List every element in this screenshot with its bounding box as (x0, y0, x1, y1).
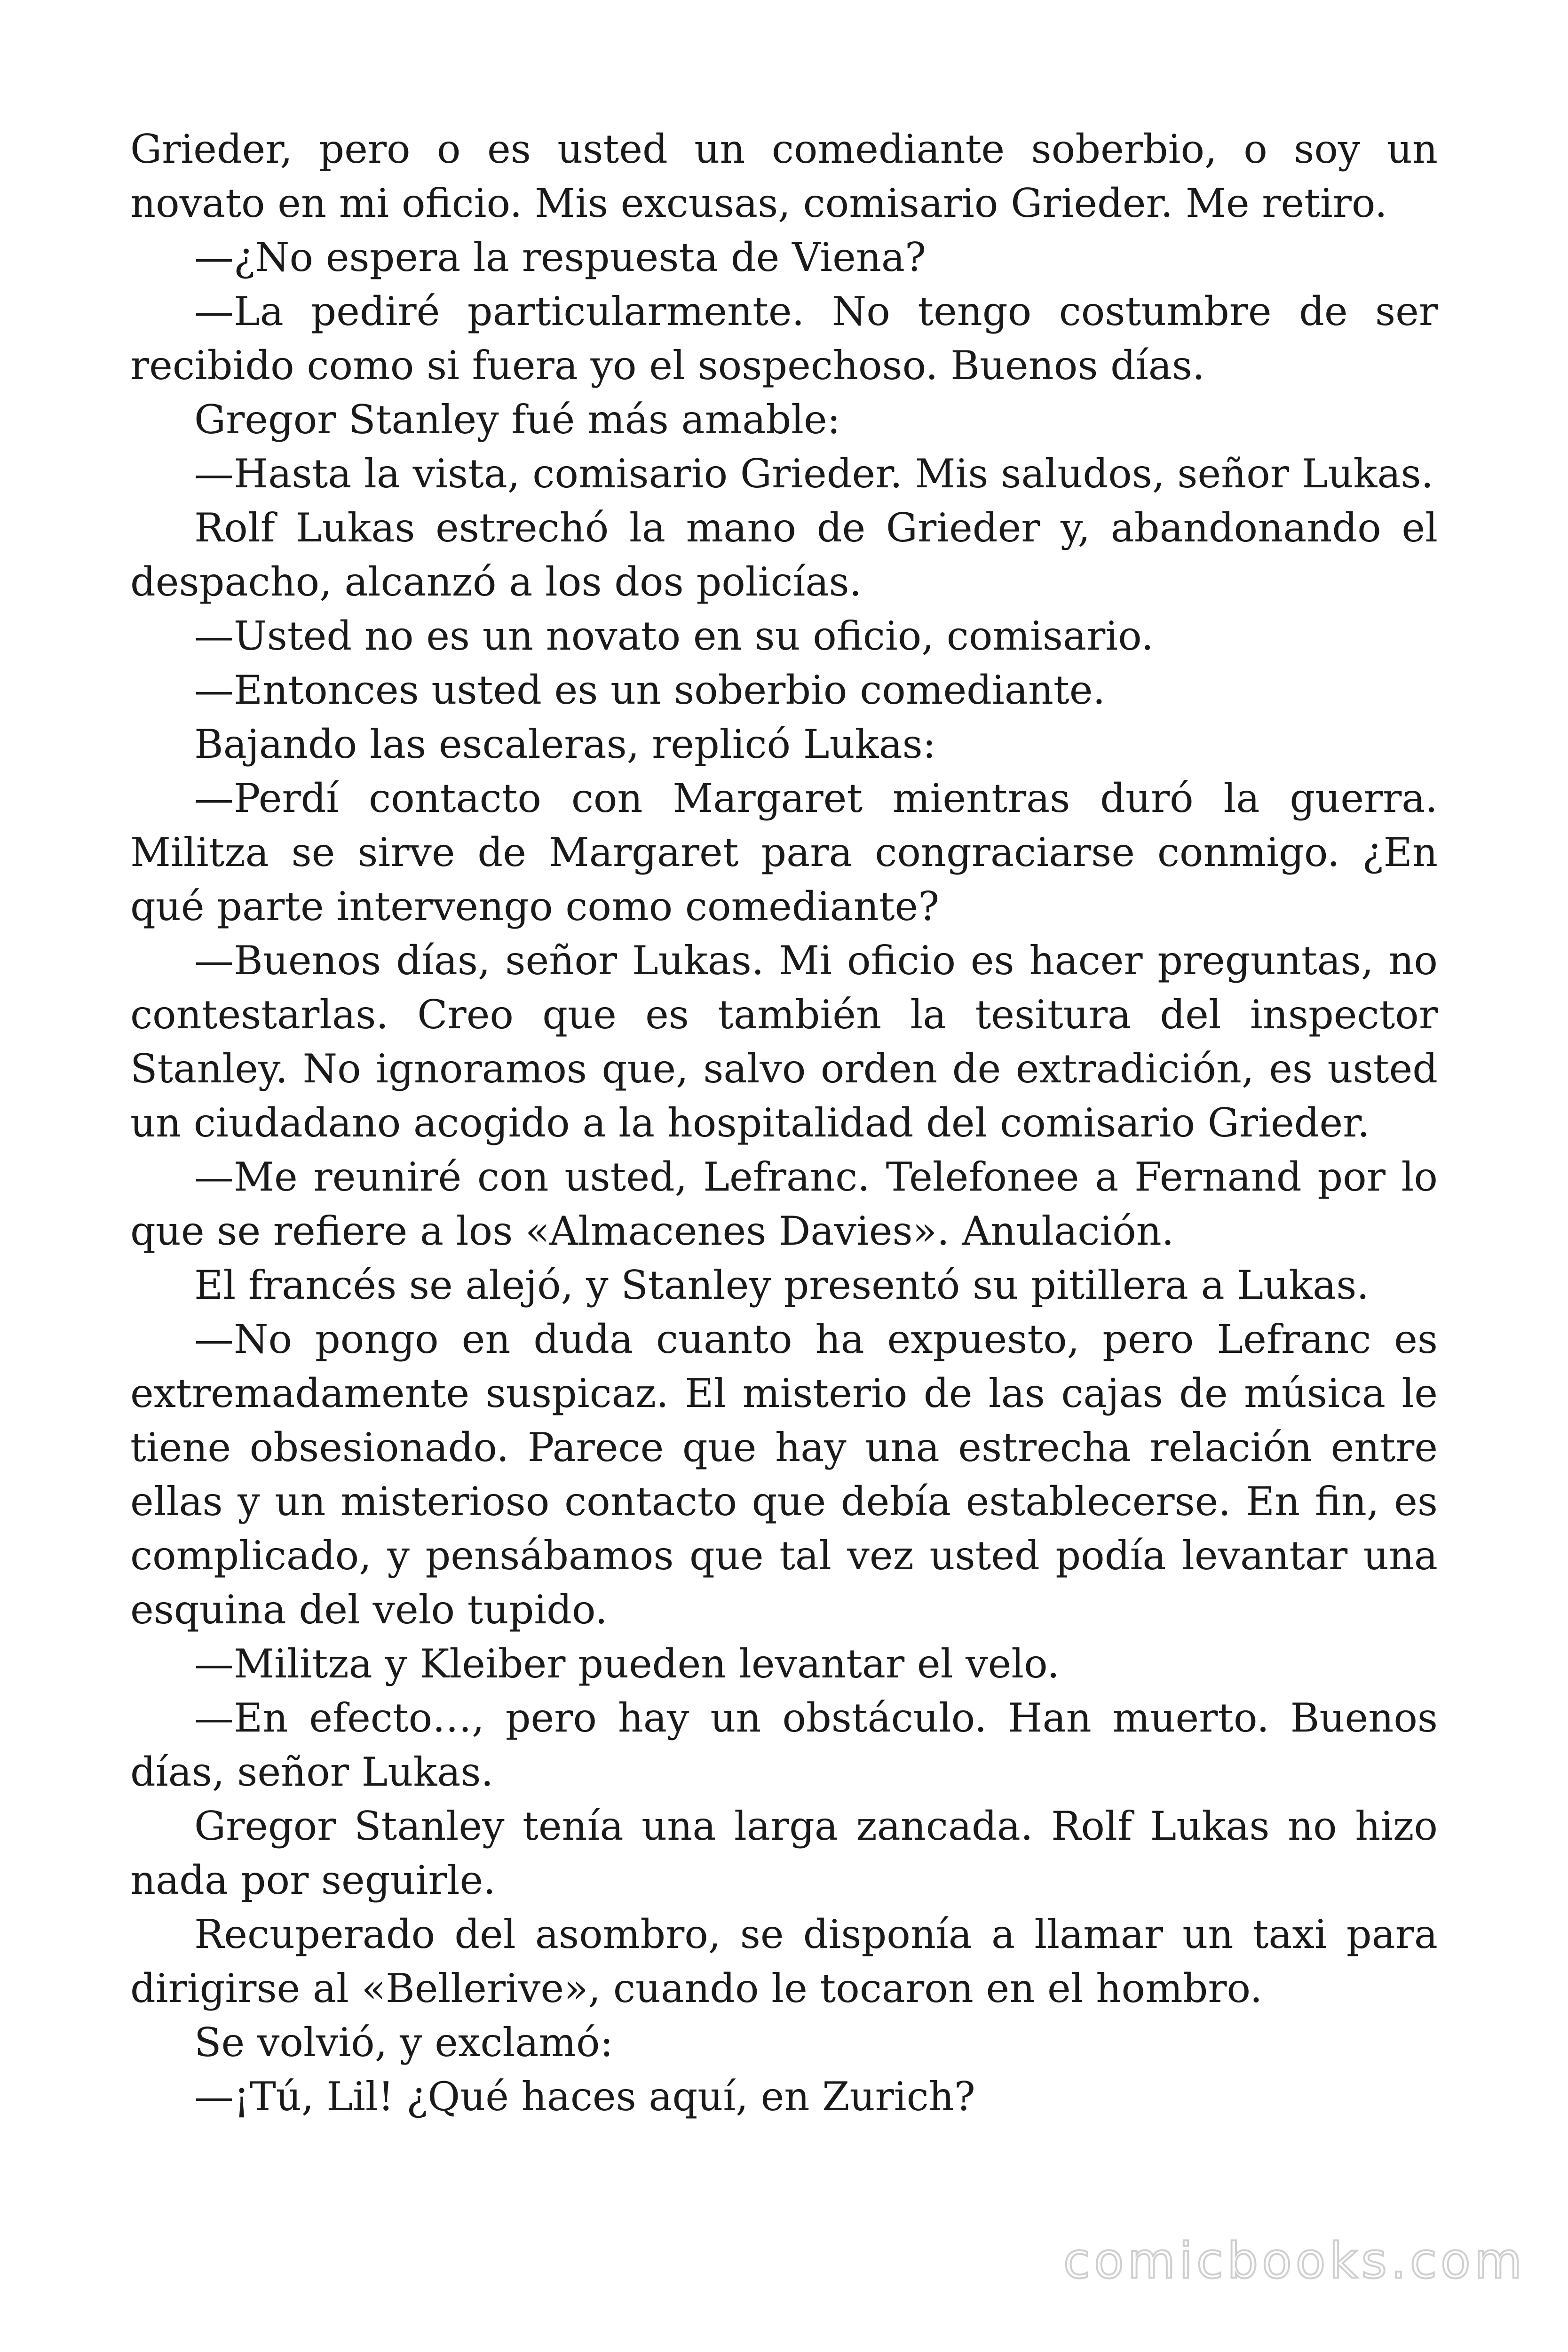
paragraph: —¡Tú, Lil! ¿Qué haces aquí, en Zurich? (194, 2074, 975, 2120)
paragraph: Rolf Lukas estrechó la mano de Grieder y, abandonando el despacho, alcanzó a los dos policías. (130, 505, 1438, 605)
page-text (130, 122, 1438, 2124)
paragraph: —Usted no es un novato en su oficio, comisario. (194, 613, 1154, 659)
paragraph: —Perdí contacto con Margaret mientras duró la guerra. Militza se sirve de Margaret para congraciarse conmigo. ¿En qué parte intervengo como comediante? (130, 775, 1438, 930)
paragraph: Bajando las escaleras, replicó Lukas: (194, 721, 936, 767)
paragraph: —La pediré particularmente. No tengo costumbre de ser recibido como si fuera yo el sospechoso. Buenos días. (130, 288, 1438, 389)
paragraph: —Buenos días, señor Lukas. Mi oficio es hacer preguntas, no contestarlas. Creo que es también la tesitura del inspector Stanley. No ignoramos que, salvo orden de extradición, es usted un ciudadano acogido a la hospitalidad del comisario Grieder. (130, 938, 1438, 1146)
paragraph: Grieder, pero o es usted un comediante soberbio, o soy un novato en mi oficio. Mis excusas, comisario Grieder. Me retiro. (130, 126, 1438, 226)
watermark: comicbooks.com (1063, 2232, 1526, 2289)
paragraph: —En efecto…, pero hay un obstáculo. Han muerto. Buenos días, señor Lukas. (130, 1695, 1438, 1795)
paragraph: —¿No espera la respuesta de Viena? (194, 234, 927, 280)
paragraph: —Militza y Kleiber pueden levantar el velo. (194, 1641, 1060, 1687)
paragraph: Gregor Stanley tenía una larga zancada. Rolf Lukas no hizo nada por seguirle. (130, 1803, 1438, 1903)
paragraph: —Me reuniré con usted, Lefranc. Telefonee a Fernand por lo que se refiere a los «Almacenes Davies». Anulación. (130, 1154, 1438, 1254)
paragraph: —No pongo en duda cuanto ha expuesto, pero Lefranc es extremadamente suspicaz. El misterio de las cajas de música le tiene obsesionado. Parece que hay una estrecha relación entre ellas y un misterioso contacto que debía establecerse. En fin, es complicado, y pensábamos que tal vez usted podía levantar una esquina del velo tupido. (130, 1316, 1438, 1633)
paragraph: Recuperado del asombro, se disponía a llamar un taxi para dirigirse al «Bellerive», cuando le tocaron en el hombro. (130, 1911, 1438, 2011)
paragraph: —Hasta la vista, comisario Grieder. Mis saludos, señor Lukas. (194, 451, 1434, 497)
paragraph: —Entonces usted es un soberbio comediante. (194, 667, 1106, 713)
paragraph: Gregor Stanley fué más amable: (194, 397, 840, 443)
paragraph: Se volvió, y exclamó: (194, 2019, 613, 2066)
paragraph: El francés se alejó, y Stanley presentó su pitillera a Lukas. (194, 1262, 1370, 1308)
